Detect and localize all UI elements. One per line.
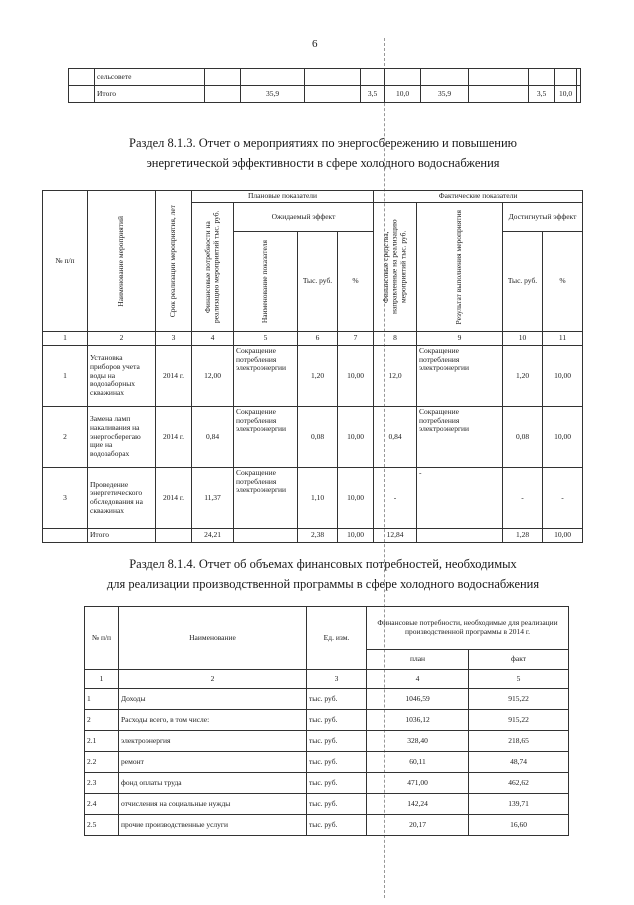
header-fin-need-cell xyxy=(192,203,234,332)
energy-saving-measures-table xyxy=(42,190,583,543)
measure-fin: 11,37 xyxy=(192,468,234,529)
t3-header-num: № п/п xyxy=(85,607,119,670)
table-cell: 10,0 xyxy=(385,86,421,103)
finance-unit: тыс. руб. xyxy=(307,794,367,815)
measure-n: 1 xyxy=(43,346,88,407)
table-row xyxy=(69,69,581,86)
header-term-cell xyxy=(156,191,192,332)
header-percent: % xyxy=(338,232,374,332)
top-continuation-table xyxy=(68,68,581,103)
measure-fin-fact: - xyxy=(374,468,417,529)
measure-tr2: 0,08 xyxy=(503,407,543,468)
finance-name: отчисления на социальные нужды xyxy=(119,794,307,815)
finance-fact: 16,60 xyxy=(469,815,569,836)
t3-header-fact: факт xyxy=(469,650,569,670)
table-cell xyxy=(469,86,529,103)
finance-unit: тыс. руб. xyxy=(307,689,367,710)
header-term: Срок реализации мероприятия, лет xyxy=(168,204,178,318)
column-number: 1 xyxy=(85,670,119,689)
measure-term: 2014 г. xyxy=(156,346,192,407)
column-number-row xyxy=(85,670,569,689)
finance-unit: тыс. руб. xyxy=(307,752,367,773)
finance-name: Доходы xyxy=(119,689,307,710)
table-cell xyxy=(555,69,577,86)
header-thous-rub-2: Тыс. руб. xyxy=(503,232,543,332)
table-cell xyxy=(305,86,361,103)
column-number-row xyxy=(43,332,583,346)
measure-name: Установка приборов учета воды на водозаборных скважинах xyxy=(88,346,156,407)
section-8-1-3-heading-line2: энергетической эффективности в сфере холодного водоснабжения xyxy=(146,156,500,170)
finance-row xyxy=(85,794,569,815)
total-label: Итого xyxy=(88,529,156,543)
finance-num: 2.3 xyxy=(85,773,119,794)
finance-row xyxy=(85,731,569,752)
total-fin: 24,21 xyxy=(192,529,234,543)
measure-fin: 0,84 xyxy=(192,407,234,468)
measure-pct2: 10,00 xyxy=(543,346,583,407)
column-number: 7 xyxy=(338,332,374,346)
finance-fact: 915,22 xyxy=(469,689,569,710)
finance-plan: 1036,12 xyxy=(367,710,469,731)
t3-header-name: Наименование xyxy=(119,607,307,670)
table-cell xyxy=(305,69,361,86)
header-actual: Фактические показатели xyxy=(374,191,583,203)
measure-pct: 10,00 xyxy=(338,468,374,529)
measure-row xyxy=(43,346,583,407)
finance-fact: 218,65 xyxy=(469,731,569,752)
measure-row xyxy=(43,468,583,529)
page-number: 6 xyxy=(312,38,318,50)
column-number: 1 xyxy=(43,332,88,346)
measure-name: Замена ламп накаливания на энергосберегаю щие на водозаборах xyxy=(88,407,156,468)
total-empty xyxy=(43,529,88,543)
column-number: 3 xyxy=(156,332,192,346)
finance-name: Расходы всего, в том числе: xyxy=(119,710,307,731)
header-indicator-name-cell xyxy=(234,232,298,332)
header-planned: Плановые показатели xyxy=(192,191,374,203)
header-num: № п/п xyxy=(43,191,88,332)
measure-term: 2014 г. xyxy=(156,468,192,529)
measure-name: Проведение энергетического обследования на скважинах xyxy=(88,468,156,529)
measure-n: 3 xyxy=(43,468,88,529)
table-cell: 35,9 xyxy=(421,86,469,103)
measure-result: Сокращение потребления электроэнергии xyxy=(417,346,503,407)
finance-plan: 1046,59 xyxy=(367,689,469,710)
table-cell xyxy=(241,69,305,86)
table-cell xyxy=(69,69,95,86)
finance-fact: 48,74 xyxy=(469,752,569,773)
measure-pct2: - xyxy=(543,468,583,529)
t3-header-unit: Ед. изм. xyxy=(307,607,367,670)
table-cell: 10,0 xyxy=(555,86,577,103)
measure-tr2: 1,20 xyxy=(503,346,543,407)
total-empty xyxy=(234,529,298,543)
column-number: 9 xyxy=(417,332,503,346)
column-number: 10 xyxy=(503,332,543,346)
header-name: Наименование мероприятий xyxy=(116,215,126,307)
finance-row xyxy=(85,710,569,731)
table-cell: Итого xyxy=(95,86,205,103)
total-tr2: 1,28 xyxy=(503,529,543,543)
finance-num: 2 xyxy=(85,710,119,731)
header-thous-rub: Тыс. руб. xyxy=(298,232,338,332)
finance-fact: 139,71 xyxy=(469,794,569,815)
t3-header-fin: Финансовые потребности, необходимые для реализации производственной программы в 2014 г. xyxy=(367,607,569,650)
finance-num: 2.2 xyxy=(85,752,119,773)
table-cell xyxy=(529,69,555,86)
total-empty xyxy=(156,529,192,543)
finance-unit: тыс. руб. xyxy=(307,815,367,836)
measure-indicator: Сокращение потребления электроэнергии xyxy=(234,468,298,529)
finance-num: 2.1 xyxy=(85,731,119,752)
finance-fact: 462,62 xyxy=(469,773,569,794)
table-cell xyxy=(577,86,581,103)
column-number: 4 xyxy=(192,332,234,346)
measure-fin: 12,00 xyxy=(192,346,234,407)
table-cell xyxy=(361,69,385,86)
measure-indicator: Сокращение потребления электроэнергии xyxy=(234,346,298,407)
finance-num: 1 xyxy=(85,689,119,710)
table-cell xyxy=(385,69,421,86)
measure-tr2: - xyxy=(503,468,543,529)
header-expected-effect: Ожидаемый эффект xyxy=(234,203,374,232)
total-tr: 2,38 xyxy=(298,529,338,543)
table-cell xyxy=(469,69,529,86)
header-percent-2: % xyxy=(543,232,583,332)
finance-unit: тыс. руб. xyxy=(307,710,367,731)
total-pct: 10,00 xyxy=(338,529,374,543)
column-number: 4 xyxy=(367,670,469,689)
column-number: 2 xyxy=(119,670,307,689)
finance-row xyxy=(85,689,569,710)
header-achieved-effect: Достигнутый эффект xyxy=(503,203,583,232)
measure-n: 2 xyxy=(43,407,88,468)
finance-name: прочие производственные услуги xyxy=(119,815,307,836)
finance-fact: 915,22 xyxy=(469,710,569,731)
table-cell xyxy=(421,69,469,86)
total-pct2: 10,00 xyxy=(543,529,583,543)
finance-unit: тыс. руб. xyxy=(307,731,367,752)
column-number: 8 xyxy=(374,332,417,346)
section-8-1-4-heading-line2: для реализации производственной программы в сфере холодного водоснабжения xyxy=(106,577,540,591)
section-8-1-3-heading xyxy=(62,133,584,173)
measure-pct: 10,00 xyxy=(338,407,374,468)
finance-plan: 328,40 xyxy=(367,731,469,752)
total-fin_fact: 12,84 xyxy=(374,529,417,543)
finance-name: электроэнергия xyxy=(119,731,307,752)
measure-fin-fact: 0,84 xyxy=(374,407,417,468)
finance-unit: тыс. руб. xyxy=(307,773,367,794)
table-cell: 35,9 xyxy=(241,86,305,103)
measure-result: Сокращение потребления электроэнергии xyxy=(417,407,503,468)
finance-plan: 60,11 xyxy=(367,752,469,773)
financial-needs-table xyxy=(84,606,569,836)
table-cell: сельсовете xyxy=(95,69,205,86)
section-8-1-3-heading-line1: Раздел 8.1.3. Отчет о мероприятиях по энергосбережению и повышению xyxy=(129,136,517,150)
finance-row xyxy=(85,773,569,794)
finance-name: ремонт xyxy=(119,752,307,773)
section-8-1-4-heading xyxy=(62,554,584,594)
finance-row xyxy=(85,752,569,773)
header-fin-spent-cell xyxy=(374,203,417,332)
finance-row xyxy=(85,815,569,836)
total-row xyxy=(43,529,583,543)
finance-num: 2.4 xyxy=(85,794,119,815)
measure-term: 2014 г. xyxy=(156,407,192,468)
column-number: 3 xyxy=(307,670,367,689)
table-cell: 3,5 xyxy=(361,86,385,103)
table-row xyxy=(69,86,581,103)
measure-tr: 1,20 xyxy=(298,346,338,407)
header-fin-spent: Финансовые средства, направленные на реализацию мероприятий тыс. руб. xyxy=(381,219,408,315)
measure-tr: 0,08 xyxy=(298,407,338,468)
t3-header-plan: план xyxy=(367,650,469,670)
measure-pct2: 10,00 xyxy=(543,407,583,468)
measure-row xyxy=(43,407,583,468)
finance-name: фонд оплаты труда xyxy=(119,773,307,794)
finance-plan: 20,17 xyxy=(367,815,469,836)
header-result: Результат выполнения мероприятия xyxy=(454,209,464,325)
measure-fin-fact: 12,0 xyxy=(374,346,417,407)
header-indicator-name: Наименование показателя xyxy=(260,239,270,324)
table-cell xyxy=(205,86,241,103)
column-number: 2 xyxy=(88,332,156,346)
finance-plan: 142,24 xyxy=(367,794,469,815)
total-empty xyxy=(417,529,503,543)
measure-result: - xyxy=(417,468,503,529)
table-cell xyxy=(577,69,581,86)
column-number: 6 xyxy=(298,332,338,346)
column-number: 5 xyxy=(234,332,298,346)
finance-num: 2.5 xyxy=(85,815,119,836)
header-fin-need: Финансовые потребности на реализацию мероприятий тыс. руб. xyxy=(202,210,221,324)
column-number: 5 xyxy=(469,670,569,689)
measure-indicator: Сокращение потребления электроэнергии xyxy=(234,407,298,468)
table-cell xyxy=(69,86,95,103)
finance-plan: 471,00 xyxy=(367,773,469,794)
measure-tr: 1,10 xyxy=(298,468,338,529)
section-8-1-4-heading-line1: Раздел 8.1.4. Отчет об объемах финансовых потребностей, необходимых xyxy=(129,557,517,571)
column-number: 11 xyxy=(543,332,583,346)
header-name-cell xyxy=(88,191,156,332)
table-cell: 3,5 xyxy=(529,86,555,103)
measure-pct: 10,00 xyxy=(338,346,374,407)
table-cell xyxy=(205,69,241,86)
header-result-cell xyxy=(417,203,503,332)
